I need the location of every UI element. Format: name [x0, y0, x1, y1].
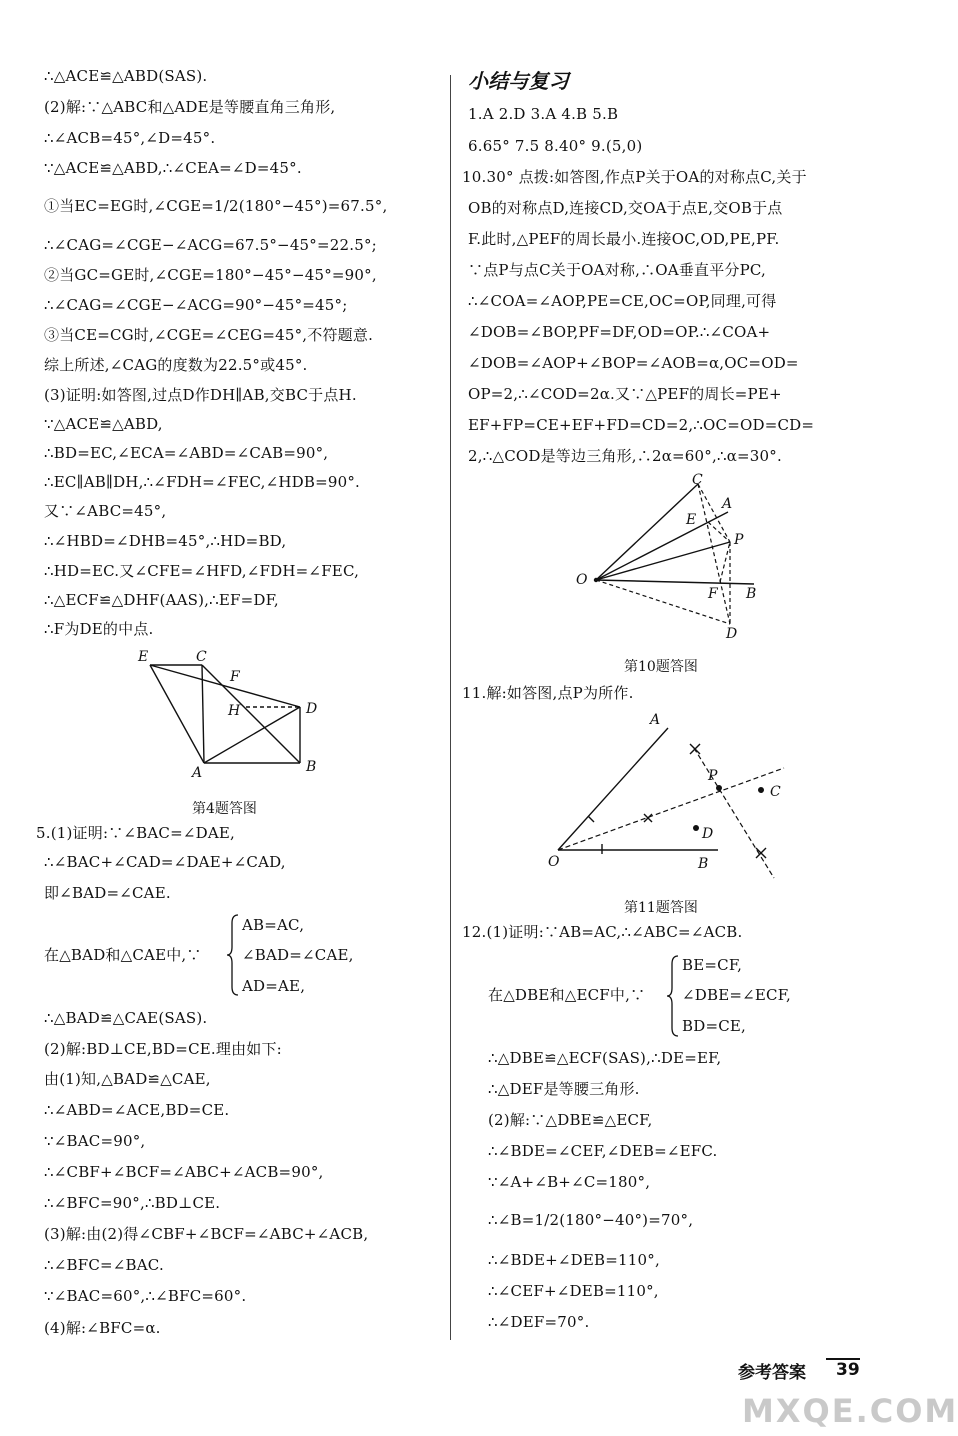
- segment-cb: [202, 665, 300, 763]
- text-line: ∴BD=EC,∠ECA=∠ABD=∠CAB=90°,: [44, 444, 329, 462]
- label-a: A: [192, 765, 203, 781]
- watermark-text: MXQE.COM: [742, 1392, 958, 1430]
- point-p: [716, 785, 722, 791]
- text-line: ∴∠B=1/2(180°−40°)=70°,: [488, 1211, 694, 1229]
- text-line: EF+FP=CE+EF+FD=CD=2,∴OC=OD=CD=: [468, 416, 815, 434]
- segment-pe: [708, 522, 730, 542]
- text-line: ∴HD=EC.又∠CFE=∠HFD,∠FDH=∠FEC,: [44, 562, 360, 580]
- text-line: ∴∠ABD=∠ACE,BD=CE.: [44, 1101, 230, 1119]
- text-line: ∴∠BFC=90°,∴BD⊥CE.: [44, 1194, 221, 1212]
- brace-item: BE=CF,: [682, 956, 743, 974]
- figure-4-caption: 第4题答图: [192, 801, 257, 817]
- label-c: C: [692, 472, 703, 488]
- label-o: O: [548, 854, 560, 870]
- text-line: ∴∠CAG=∠CGE−∠ACG=67.5°−45°=22.5°;: [44, 236, 377, 254]
- text-line: ∠DOB=∠AOP+∠BOP=∠AOB=α,OC=OD=: [468, 354, 799, 372]
- label-c: C: [770, 784, 781, 800]
- figure-10-caption: 第10题答图: [624, 659, 698, 675]
- label-a: A: [650, 712, 661, 728]
- figure-11-diagram: [548, 708, 798, 888]
- text-line: 由(1)知,△BAD≌△CAE,: [44, 1070, 211, 1088]
- text-line: ∴EC∥AB∥DH,∴∠FDH=∠FEC,∠HDB=90°.: [44, 473, 361, 491]
- brace-icon: [226, 913, 240, 997]
- text-line: ∴△ACE≌△ABD(SAS).: [44, 67, 208, 85]
- text-line: ∵点P与点C关于OA对称,∴OA垂直平分PC,: [468, 261, 767, 279]
- text-line: ∴∠BFC=∠BAC.: [44, 1256, 164, 1274]
- text-line: ∴∠BAC+∠CAD=∠DAE+∠CAD,: [44, 853, 286, 871]
- text-line: F.此时,△PEF的周长最小.连接OC,OD,PE,PF.: [468, 230, 780, 248]
- label-p: P: [708, 768, 718, 784]
- text-line: (3)证明:如答图,过点D作DH∥AB,交BC于点H.: [44, 386, 357, 404]
- text-line: ∴∠CAG=∠CGE−∠ACG=90°−45°=45°;: [44, 296, 348, 314]
- text-line: ∵∠BAC=90°,: [44, 1132, 146, 1150]
- text-line: ∴F为DE的中点.: [44, 620, 154, 638]
- label-d: D: [702, 826, 714, 842]
- text-line: 即∠BAD=∠CAE.: [44, 884, 171, 902]
- text-line: ∴∠DEF=70°.: [488, 1313, 590, 1331]
- text-line: (4)解:∠BFC=α.: [44, 1319, 161, 1337]
- text-line: ∴∠BDE+∠DEB=110°,: [488, 1251, 660, 1269]
- section-heading: 小结与复习: [468, 69, 569, 93]
- text-line: 10.30° 点拨:如答图,作点P关于OA的对称点C,关于: [462, 168, 807, 186]
- text-line: ∠DOB=∠BOP,PF=DF,OD=OP.∴∠COA+: [468, 323, 771, 341]
- point-c: [758, 787, 764, 793]
- label-d: D: [726, 626, 738, 642]
- brace-item: ∠DBE=∠ECF,: [682, 986, 791, 1004]
- text-line: ∴∠CEF+∠DEB=110°,: [488, 1282, 659, 1300]
- text-line: ∵∠A+∠B+∠C=180°,: [488, 1173, 651, 1191]
- brace-item: ∠BAD=∠CAE,: [242, 946, 354, 964]
- segment-ed: [150, 665, 300, 707]
- segment-pf: [720, 542, 730, 582]
- text-line: 又∵∠ABC=45°,: [44, 502, 167, 520]
- label-d: D: [306, 701, 318, 717]
- text-line: ∴∠ACB=45°,∠D=45°.: [44, 129, 216, 147]
- label-f: F: [230, 669, 240, 685]
- text-line: ①当EC=EG时,∠CGE=1/2(180°−45°)=67.5°,: [44, 197, 388, 215]
- column-divider: [450, 75, 451, 1340]
- page-number: 39: [826, 1358, 860, 1380]
- text-line: 12.(1)证明:∵AB=AC,∴∠ABC=∠ACB.: [462, 923, 743, 941]
- text-line: 6.65° 7.5 8.40° 9.(5,0): [468, 137, 643, 155]
- text-line: 11.解:如答图,点P为所作.: [462, 684, 634, 702]
- brace-item: AB=AC,: [242, 916, 305, 934]
- text-line: (2)解:∵△ABC和△ADE是等腰直角三角形,: [44, 98, 336, 116]
- figure-10-diagram: [568, 472, 768, 642]
- segment-ea: [150, 665, 204, 763]
- text-line: ∴△ECF≌△DHF(AAS),∴EF=DF,: [44, 591, 279, 609]
- figure-11-caption: 第11题答图: [624, 900, 698, 916]
- label-a: A: [722, 496, 733, 512]
- text-line: ∴∠BDE=∠CEF,∠DEB=∠EFC.: [488, 1142, 718, 1160]
- label-h: H: [228, 703, 241, 719]
- text-line: (3)解:由(2)得∠CBF+∠BCF=∠ABC+∠ACB,: [44, 1225, 369, 1243]
- footer-label: 参考答案: [738, 1363, 806, 1383]
- brace-icon: [666, 954, 680, 1038]
- brace-item: BD=CE,: [682, 1017, 747, 1035]
- figure-4-diagram: [134, 645, 334, 781]
- label-o: O: [576, 572, 588, 588]
- text-line: (2)解:BD⊥CE,BD=CE.理由如下:: [44, 1040, 282, 1058]
- text-line: ∴∠CBF+∠BCF=∠ABC+∠ACB=90°,: [44, 1163, 324, 1181]
- text-line: 2,∴△COD是等边三角形,∴2α=60°,∴α=30°.: [468, 447, 782, 465]
- text-line: ∵△ACE≌△ABD,∴∠CEA=∠D=45°.: [44, 159, 302, 177]
- text-line: ∴△BAD≌△CAE(SAS).: [44, 1009, 208, 1027]
- text-line: ∴∠HBD=∠DHB=45°,∴HD=BD,: [44, 532, 287, 550]
- angle-bisector: [558, 768, 784, 850]
- brace-item: AD=AE,: [242, 977, 306, 995]
- brace-prefix: 在△BAD和△CAE中,∵: [44, 946, 202, 964]
- text-line: ③当CE=CG时,∠CGE=∠CEG=45°,不符题意.: [44, 326, 374, 344]
- text-line: (2)解:∵△DBE≌△ECF,: [488, 1111, 653, 1129]
- text-line: OB的对称点D,连接CD,交OA于点E,交OB于点: [468, 199, 783, 217]
- label-e: E: [686, 512, 697, 528]
- label-c: C: [196, 649, 207, 665]
- point-d: [693, 825, 699, 831]
- point-o: [594, 578, 598, 582]
- text-line: 5.(1)证明:∵∠BAC=∠DAE,: [36, 824, 236, 842]
- text-line: ∴∠COA=∠AOP,PE=CE,OC=OP,同理,可得: [468, 292, 777, 310]
- text-line: 综上所述,∠CAG的度数为22.5°或45°.: [44, 356, 308, 374]
- text-line: ∵∠BAC=60°,∴∠BFC=60°.: [44, 1287, 247, 1305]
- label-e: E: [138, 649, 149, 665]
- brace-prefix: 在△DBE和△ECF中,∵: [488, 986, 646, 1004]
- text-line: 1.A 2.D 3.A 4.B 5.B: [468, 105, 619, 123]
- text-line: ∵△ACE≌△ABD,: [44, 415, 163, 433]
- ray-oa: [558, 728, 668, 850]
- text-line: ②当GC=GE时,∠CGE=180°−45°−45°=90°,: [44, 266, 377, 284]
- label-b: B: [306, 759, 317, 775]
- label-b: B: [746, 586, 757, 602]
- arc-mark: [588, 816, 594, 822]
- label-b: B: [698, 856, 709, 872]
- label-p: P: [734, 532, 744, 548]
- text-line: ∴△DBE≌△ECF(SAS),∴DE=EF,: [488, 1049, 722, 1067]
- text-line: ∴△DEF是等腰三角形.: [488, 1080, 640, 1098]
- text-line: OP=2,∴∠COD=2α.又∵△PEF的周长=PE+: [468, 385, 782, 403]
- label-f: F: [708, 586, 718, 602]
